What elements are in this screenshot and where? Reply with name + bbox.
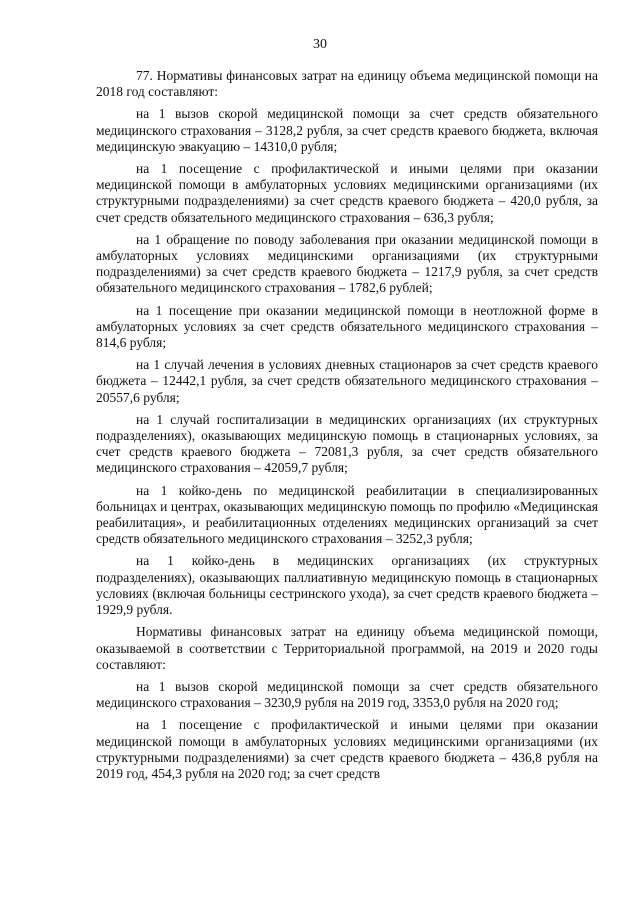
paragraph-ambulance-2019-2020: на 1 вызов скорой медицинской помощи за счет средств обязательного медицинского страхования – 3230,9 рубля на 2019 год, 3353,0 рубля на 2020 год;: [96, 678, 598, 711]
paragraph-ambulance-call: на 1 вызов скорой медицинской помощи за счет средств обязательного медицинского страхования – 3128,2 рубля, за счет средств краевого бюджета, включая медицинскую эвакуацию – 14310,0 рубля;: [96, 106, 598, 154]
paragraph-2019-2020-intro: Нормативы финансовых затрат на единицу объема медицинской помощи, оказываемой в соответствии с Территориальной программой, на 2019 и 2020 годы составляют:: [96, 624, 598, 672]
paragraph-hospitalization: на 1 случай госпитализации в медицинских организациях (их структурных подразделениях), оказывающих медицинскую помощь в стационарных условиях, за счет средств краевого бюджета – 72081,3 рубля, за счет средств обязательного медицинского страхования – 42059,7 рубля;: [96, 411, 598, 476]
paragraph-day-hospital: на 1 случай лечения в условиях дневных стационаров за счет средств краевого бюджета – 12442,1 рубля, за счет средств обязательного медицинского страхования – 20557,6 рубля;: [96, 357, 598, 405]
paragraph-urgent-visit: на 1 посещение при оказании медицинской помощи в неотложной форме в амбулаторных условиях за счет средств обязательного медицинского страхования – 814,6 рубля;: [96, 302, 598, 351]
paragraph-preventive-visit: на 1 посещение с профилактической и иными целями при оказании медицинской помощи в амбулаторных условиях медицинскими организациями (их структурными подразделениями) за счет средств краевого бюджета – 420,0 рубля, за счет средств обязательного медицинского страхования – 636,3 рубля;: [96, 161, 598, 225]
page-number: 30: [313, 37, 327, 52]
document-body: [96, 68, 598, 782]
paragraph-section-77: 77. Нормативы финансовых затрат на единицу объема медицинской помощи на 2018 год составляют:: [96, 68, 598, 100]
paragraph-rehabilitation: на 1 койко-день по медицинской реабилитации в специализированных больницах и центрах, оказывающих медицинскую помощь по профилю «Медицинская реабилитация», и реабилитационных отделениях медицинских организаций за счет средств обязательного медицинского страхования – 3252,3 рубля;: [96, 482, 598, 547]
paragraph-preventive-2019-2020: на 1 посещение с профилактической и иными целями при оказании медицинской помощи в амбулаторных условиях медицинскими организациями (их структурными подразделениями) за счет средств краевого бюджета – 436,8 рубля на 2019 год, 454,3 рубля на 2020 год; за счет средств: [96, 717, 598, 781]
paragraph-disease-visit: на 1 обращение по поводу заболевания при оказании медицинской помощи в амбулаторных условиях медицинскими организациями (их структурными подразделениями) за счет средств краевого бюджета – 1217,9 рубля, за счет средств обязательного медицинского страхования – 1782,6 рублей;: [96, 231, 598, 296]
paragraph-palliative: на 1 койко-день в медицинских организациях (их структурных подразделениях), оказывающих паллиативную медицинскую помощь в стационарных условиях (включая больницы сестринского ухода), за счет средств краевого бюджета – 1929,9 рубля.: [96, 553, 598, 618]
